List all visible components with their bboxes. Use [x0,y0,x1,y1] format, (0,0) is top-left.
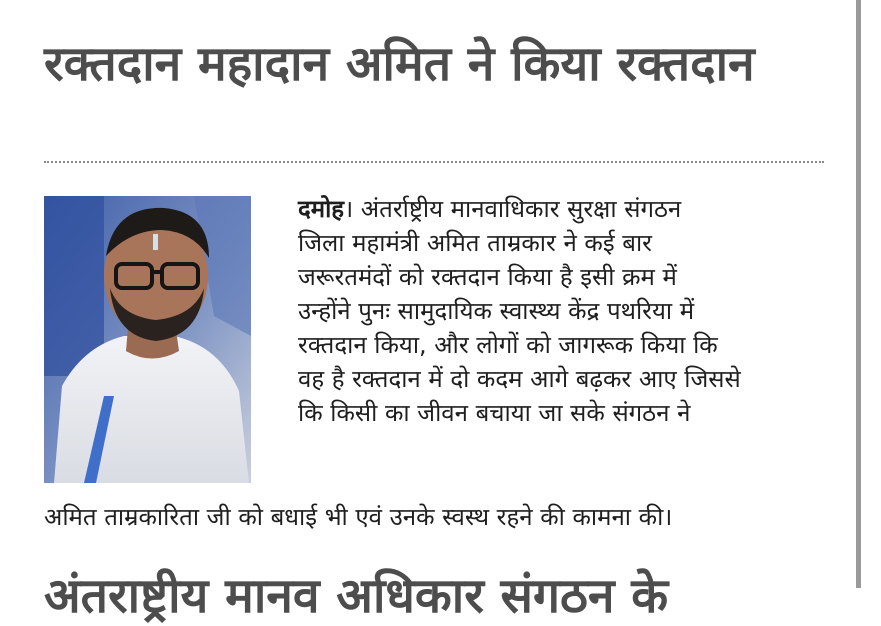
article-headline: रक्तदान महादान अमित ने किया रक्तदान [44,36,755,92]
article-body [298,192,838,430]
body-last-line: अमित ताम्रकारिता जी को बधाई भी एवं उनके स्वस्थ रहने की कामना की। [44,503,673,531]
body-line-4: उन्होंने पुनः सामुदायिक स्वास्थ्य केंद्र पथरिया में [298,297,695,325]
body-line-7: कि किसी का जीवन बचाया जा सके संगठन ने [298,399,691,427]
body-line-6: वह है रक्तदान में दो कदम आगे बढ़कर आए जिससे [298,365,741,393]
body-line-1-text: अंतर्राष्ट्रीय मानवाधिकार सुरक्षा संगठन [353,195,682,223]
body-line-3: जरूरतमंदों को रक्तदान किया है इसी क्रम में [298,263,677,291]
body-line-2: जिला महामंत्री अमित ताम्रकार ने कई बार [298,229,652,257]
portrait-photo [44,196,251,483]
body-line-1 [298,192,838,226]
next-article-headline: अंतराष्ट्रीय मानव अधिकार संगठन के [44,568,669,624]
column-rule [856,0,861,588]
headline-divider [44,161,824,163]
body-line-5: रक्तदान किया, और लोगों को जागरूक किया कि [298,331,718,359]
dateline-separator: । [344,195,354,223]
dateline: दमोह [298,195,345,223]
